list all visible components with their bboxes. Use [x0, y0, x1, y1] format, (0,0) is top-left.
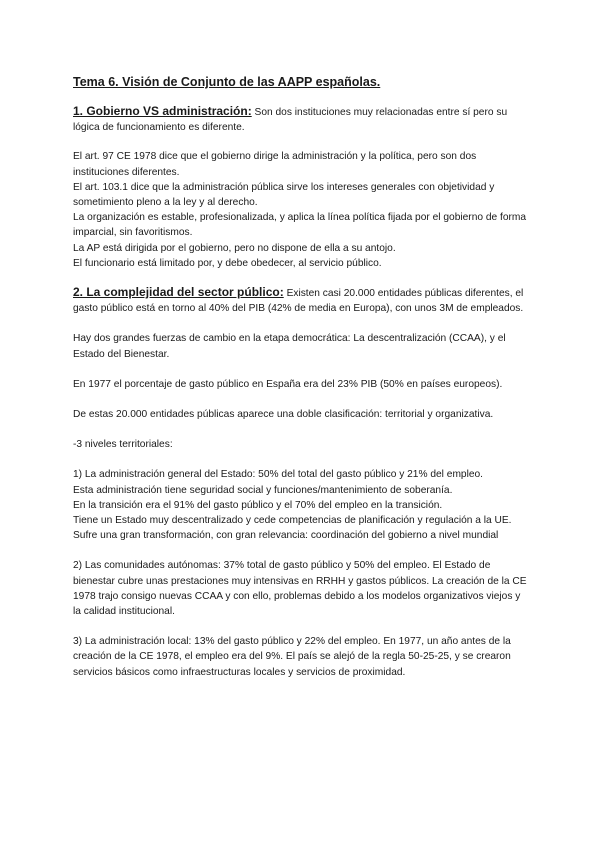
level1-line: En la transición era el 91% del gasto público y el 70% del empleo en la transición. — [73, 499, 443, 511]
section2-paragraph: En 1977 el porcentaje de gasto público en España era del 23% PIB (50% en países europeos). — [73, 378, 503, 390]
level1-line: 1) La administración general del Estado: 50% del total del gasto público y 21% del empleo. — [73, 469, 484, 481]
section1-line: El art. 103.1 dice que la administración pública sirve los intereses generales con objetividad y sometimiento pleno a la ley y al derecho. — [73, 181, 495, 209]
section2-heading: 2. La complejidad del sector público: — [73, 285, 284, 300]
level3-paragraph: 3) La administración local: 13% del gasto público y 22% del empleo. En 1977, un año antes de la creación de la CE 1978, el empleo era del 9%. El país se alejó de la regla 50-25-25, y se crearon servicios básicos como infraestructuras locales y servicios de proximidad. — [73, 636, 511, 678]
section2-paragraph: -3 niveles territoriales: — [73, 439, 173, 451]
section1-intro: Son dos instituciones muy relacionadas entre sí pero su lógica de funcionamiento es diferente. — [73, 107, 508, 134]
section2-intro: Existen casi 20.000 entidades públicas diferentes, el gasto público está en torno al 40% del PIB (42% de media en Europa), con unos 3M de empleados. — [73, 288, 524, 315]
section2-paragraph: Hay dos grandes fuerzas de cambio en la etapa democrática: La descentralización (CCAA), y el Estado del Bienestar. — [73, 333, 506, 360]
section1-heading: 1. Gobierno VS administración: — [73, 104, 252, 118]
level1-line: Esta administración tiene seguridad social y funciones/mantenimiento de soberanía. — [73, 484, 453, 496]
level2-paragraph: 2) Las comunidades autónomas: 37% total de gasto público y 50% del empleo. El Estado de bienestar cubre unas prestaciones muy intensivas en RRHH y gastos públicos. La creación de la CE 1978 trajo consigo nuevas CCAA y con ello, problemas debido a los modelos organizativos viejos y la calidad institucional. — [73, 560, 527, 618]
section2-paragraph: De estas 20.000 entidades públicas aparece una doble clasificación: territorial y organizativa. — [73, 409, 494, 421]
section1-line: El art. 97 CE 1978 dice que el gobierno dirige la administración y la política, pero son dos instituciones diferentes. — [73, 151, 477, 178]
section1-line: La AP está dirigida por el gobierno, pero no dispone de ella a su antojo. — [73, 242, 396, 254]
section2-intro-paragraph — [73, 285, 531, 316]
document-page — [73, 74, 531, 680]
section1-line: La organización es estable, profesionalizada, y aplica la línea política fijada por el gobierno de forma imparcial, sin favoritismos. — [73, 212, 527, 239]
section1-line: El funcionario está limitado por, y debe obedecer, al servicio público. — [73, 257, 382, 269]
page-title: Tema 6. Visión de Conjunto de las AAPP españolas. — [73, 75, 381, 89]
level1-line: Tiene un Estado muy descentralizado y cede competencias de planificación y regulación a la UE. Sufre una gran transformación, con gran relevancia: coordinación del gobierno a nivel mundial — [73, 515, 512, 542]
section1-intro-paragraph — [73, 104, 531, 135]
